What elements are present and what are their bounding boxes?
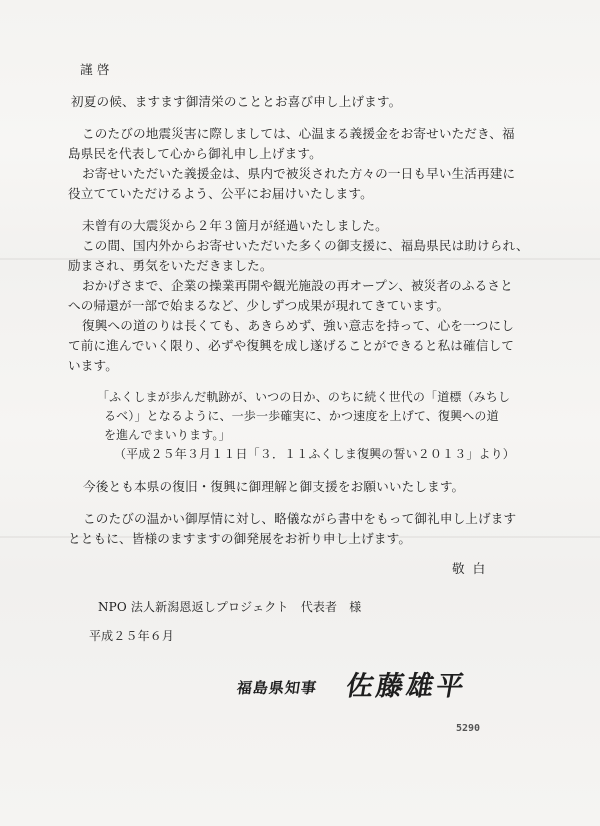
closing: 敬 白: [452, 561, 488, 576]
salutation: 謹 啓: [80, 62, 110, 77]
reference-number: 5290: [456, 723, 481, 734]
quote-line: を進んでまいります。」: [104, 428, 231, 442]
paragraph-line: 励まされ、勇気をいただきました。: [68, 258, 273, 273]
paragraph-line: 復興への道のりは長くても、あきらめず、強い意志を持って、心を一つにし: [82, 318, 515, 333]
paragraph-line: この間、国内外からお寄せいただいた多くの御支援に、福島県民は助けられ、: [82, 238, 529, 253]
quote-line: 「ふくしまが歩んだ軌跡が、いつの日か、のちに続く世代の「道標（みちし: [97, 390, 511, 404]
paragraph-line: います。: [68, 358, 118, 373]
recipient: NPO 法人新潟恩返しプロジェクト 代表者 様: [98, 600, 362, 614]
paragraph-line: 島県民を代表して心から御礼申し上げます。: [68, 146, 322, 161]
paragraph-line: て前に進んでいく限り、必ずや復興を成し遂げることができると私は確信して: [68, 338, 515, 353]
paragraph-line: とともに、皆様のますますの御発展をお祈り申し上げます。: [68, 531, 412, 546]
letter-date: 平成２５年６月: [89, 629, 175, 643]
sender-signature: 佐藤雄平: [343, 671, 470, 702]
sender-title: 福島県知事: [235, 679, 319, 697]
paragraph-line: おかげさまで、企業の操業再開や観光施設の再オープン、被災者のふるさと: [82, 278, 513, 293]
paragraph-line: 未曾有の大震災から２年３箇月が経過いたしました。: [82, 218, 388, 233]
paragraph-line: このたびの地震災害に際しましては、心温まる義援金をお寄せいただき、福: [82, 126, 515, 141]
paragraph-line: お寄せいただいた義援金は、県内で被災された方々の一日も早い生活再建に: [82, 166, 516, 181]
paragraph-line: このたびの温かい御厚情に対し、略儀ながら書中をもって御礼申し上げます: [83, 511, 517, 526]
quote-line: るべ）」となるように、一歩一歩確実に、かつ速度を上げて、復興への道: [104, 409, 499, 423]
quote-citation: （平成２５年３月１１日「３．１１ふくしま復興の誓い２０１３」より）: [114, 447, 515, 461]
request-line: 今後とも本県の復旧・復興に御理解と御支援をお願いいたします。: [83, 479, 465, 494]
paragraph-line: 役立てていただけるよう、公平にお届けいたします。: [68, 186, 373, 201]
opening-line: 初夏の候、ますます御清栄のこととお喜び申し上げます。: [71, 94, 402, 109]
paragraph-line: への帰還が一部で始まるなど、少しずつ成果が現れてきています。: [68, 298, 450, 313]
